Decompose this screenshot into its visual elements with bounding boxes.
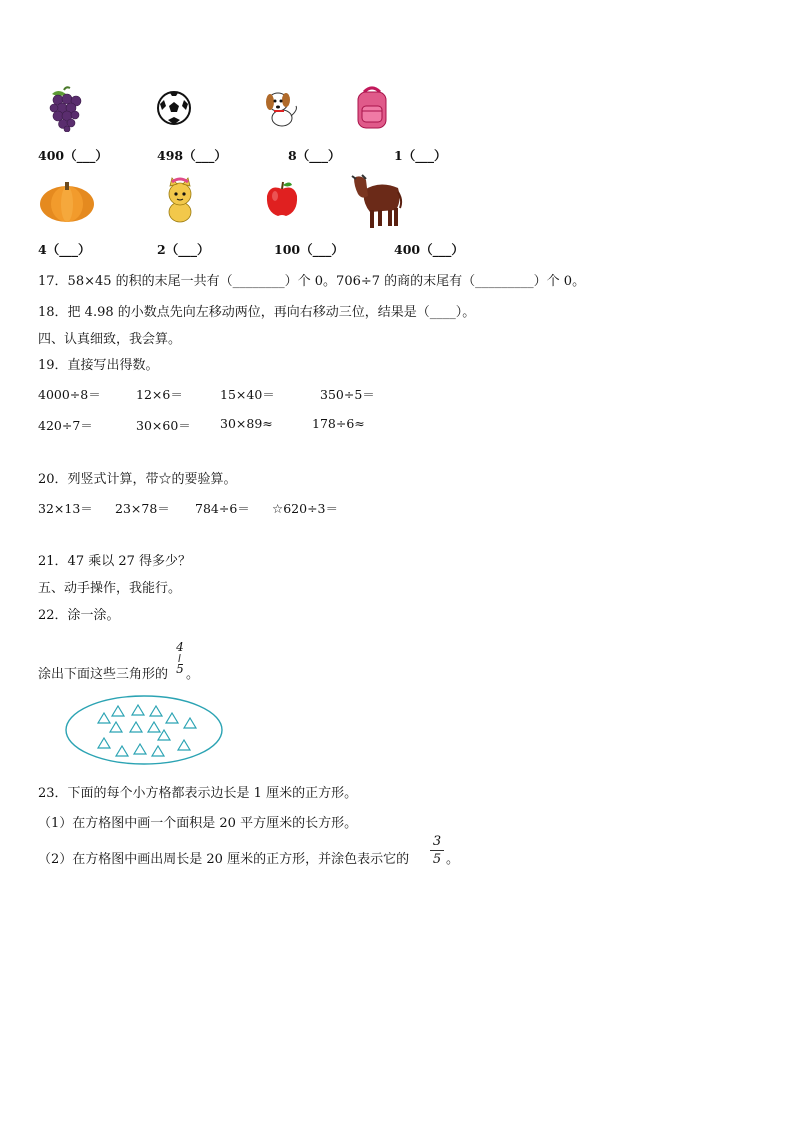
fraction-denominator: 5	[432, 852, 442, 867]
triangle	[116, 746, 128, 756]
soccer-ball-icon	[156, 90, 192, 126]
pumpkin-count-answer[interactable]: 4（___）	[38, 242, 91, 257]
instruction-end: 。	[186, 667, 200, 682]
triangle	[152, 746, 164, 756]
fraction-bar	[178, 654, 181, 662]
kitten-count-answer[interactable]: 2（___）	[157, 242, 210, 257]
triangles-ellipse-figure[interactable]	[64, 694, 224, 766]
question-22: 22．涂一涂。	[38, 608, 120, 623]
cow-count-answer[interactable]: 400（___）	[394, 242, 464, 257]
fraction-numerator: 3	[432, 834, 442, 849]
fraction-denominator: 5	[176, 662, 184, 676]
backpack-count-answer[interactable]: 1（___）	[394, 148, 447, 163]
calc-item: 30×89≈	[220, 416, 273, 431]
fraction-four-fifths	[173, 640, 187, 676]
question-23: 23．下面的每个小方格都表示边长是 1 厘米的正方形。	[38, 786, 358, 801]
question-17: 17．58×45 的积的末尾一共有（________）个 0。706÷7 的商的末尾有（_________）个 0。	[38, 274, 586, 289]
backpack-icon	[352, 84, 392, 130]
triangle	[184, 718, 196, 728]
triangle	[150, 706, 162, 716]
question-20: 20．列竖式计算，带☆的要验算。	[38, 472, 237, 487]
question-22-instruction	[38, 663, 168, 682]
calc-item: 30×60＝	[136, 418, 191, 433]
part-2-end: 。	[446, 852, 460, 867]
triangle	[178, 740, 190, 750]
ball-count-answer[interactable]: 498（___）	[157, 148, 227, 163]
pumpkin-icon	[38, 178, 96, 224]
calc-item: 15×40＝	[220, 387, 275, 402]
cow-icon	[350, 170, 404, 230]
triangle	[98, 713, 110, 723]
vertical-calc-item: 784÷6＝	[195, 501, 250, 516]
calc-item: 178÷6≈	[312, 416, 365, 431]
triangle	[98, 738, 110, 748]
vertical-calc-item: 32×13＝	[38, 501, 93, 516]
puppy-icon	[260, 86, 300, 130]
triangle	[110, 722, 122, 732]
triangle	[148, 722, 160, 732]
triangle	[166, 713, 178, 723]
kitten-icon	[160, 176, 200, 224]
question-23-part-2: （2）在方格图中画出周长是 20 厘米的正方形，并涂色表示它的	[38, 852, 410, 867]
calc-item: 4000÷8＝	[38, 387, 101, 402]
triangle	[132, 705, 144, 715]
question-21: 21．47 乘以 27 得多少？	[38, 554, 192, 569]
grapes-icon	[46, 86, 86, 132]
section-4-heading: 四、认真细致，我会算。	[38, 332, 182, 347]
fraction-three-fifths	[430, 834, 444, 867]
question-18: 18．把 4.98 的小数点先向左移动两位，再向右移动三位，结果是（____）。	[38, 305, 476, 320]
fraction-numerator: 4	[176, 640, 184, 654]
apple-count-answer[interactable]: 100（___）	[274, 242, 344, 257]
fraction-bar	[430, 850, 444, 851]
instruction-text: 涂出下面这些三角形的	[38, 667, 169, 682]
question-19: 19．直接写出得数。	[38, 358, 159, 373]
triangle	[130, 722, 142, 732]
triangle	[134, 744, 146, 754]
vertical-calc-item: ☆620÷3＝	[272, 501, 338, 516]
vertical-calc-item: 23×78＝	[115, 501, 170, 516]
apple-icon	[264, 180, 300, 218]
grapes-count-answer[interactable]: 400（___）	[38, 148, 108, 163]
triangle	[112, 706, 124, 716]
puppy-count-answer[interactable]: 8（___）	[288, 148, 341, 163]
calc-item: 12×6＝	[136, 387, 183, 402]
calc-item: 350÷5＝	[320, 387, 375, 402]
question-23-part-1: （1）在方格图中画一个面积是 20 平方厘米的长方形。	[38, 816, 358, 831]
section-5-heading: 五、动手操作，我能行。	[38, 581, 182, 596]
calc-item: 420÷7＝	[38, 418, 93, 433]
